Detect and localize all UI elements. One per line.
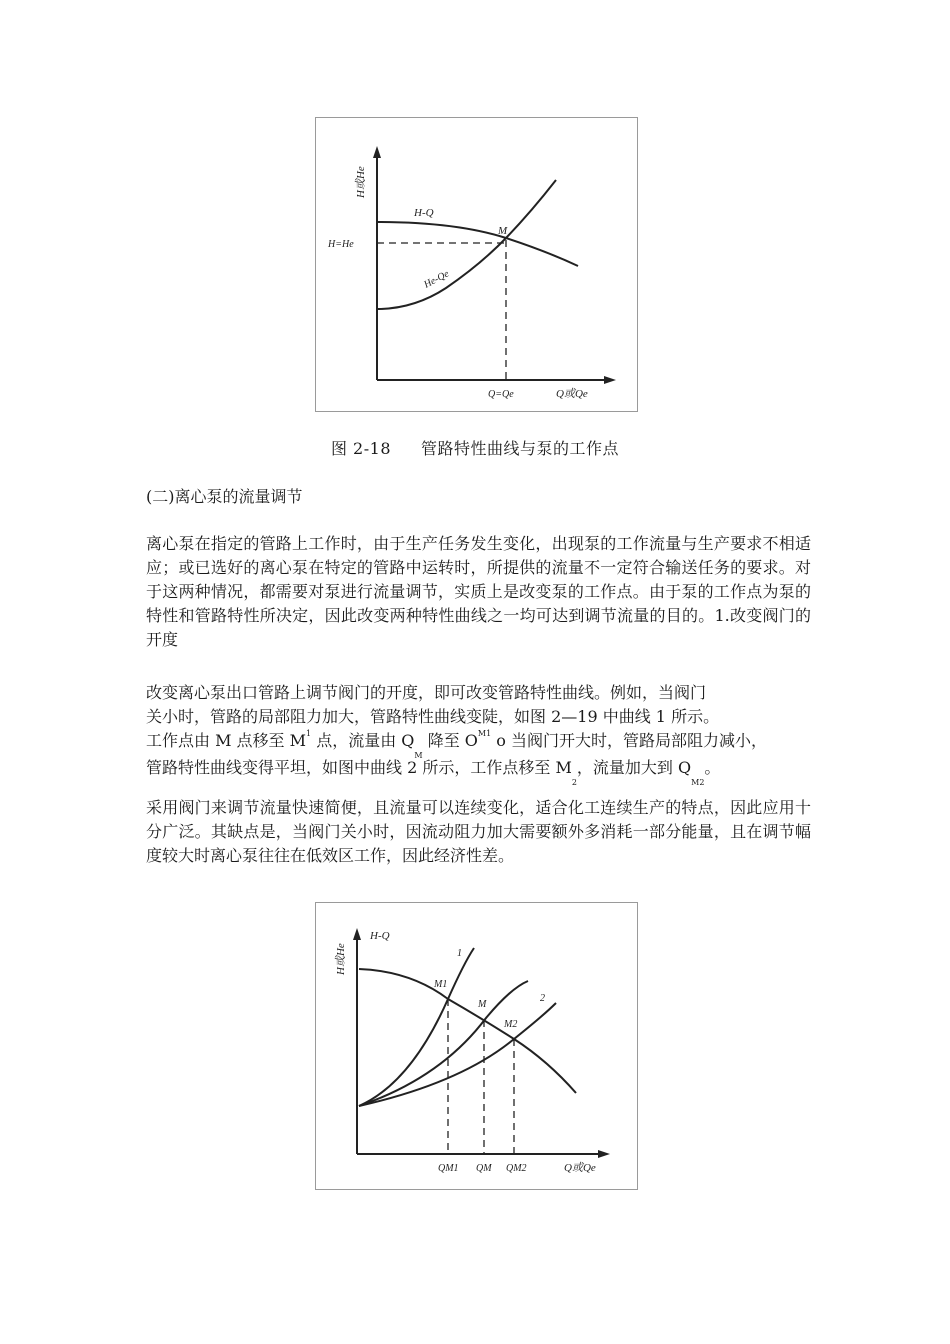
figure-title: 管路特性曲线与泵的工作点 — [421, 439, 620, 458]
qm-tick-label: QM — [476, 1163, 492, 1174]
he-qe-label: He-Qe — [422, 268, 451, 291]
paragraph-valve-line-3: 工作点由 M 点移至 $M^1$ 点，流量由 $Q_M$ 降至 $O^{M1}$ o 当阀门开大时，管路局部阻力减小， — [146, 729, 768, 760]
figure-2-18 — [315, 117, 638, 412]
paragraph-intro: 离心泵在指定的管路上工作时，由于生产任务发生变化，出现泵的工作流量与生产要求不相适应；或已选好的离心泵在特定的管路中运转时，所提供的流量不一定符合输送任务的要求。对于这两种情况，都需要对泵进行流量调节，实质上是改变泵的工作点。由于泵的工作点为泵的特性和管路特性所决定，因此改变两种特性曲线之一均可达到调节流量的目的。1.改变阀门的开度 — [146, 534, 811, 649]
paragraph-valve-line-2: 关小时，管路的局部阻力加大，管路特性曲线变陡，如图 2—19 中曲线 1 所示。 — [146, 707, 720, 726]
curve-2-label: 2 — [540, 993, 545, 1004]
paragraph-valve-line-4: 管路特性曲线变得平坦，如图中曲线 2 所示，工作点移至 $M_2$，流量加大到 $Q_{M2}$。 — [146, 758, 721, 787]
h-he-tick-label: H=He — [328, 239, 354, 250]
figure-number: 图 2-18 — [330, 439, 392, 458]
point-m1-label: M1 — [434, 979, 448, 990]
point-m2-label: M2 — [504, 1019, 518, 1030]
pipeline-curve-middle — [359, 981, 528, 1106]
curve-1-label: 1 — [457, 948, 462, 959]
paragraph-valve — [146, 681, 811, 787]
paragraph-valve-line-1: 改变离心泵出口管路上调节阀门的开度，即可改变管路特性曲线。例如，当阀门 — [146, 683, 707, 702]
y-axis-label: H或He — [355, 166, 367, 198]
point-m-label: M — [498, 225, 508, 237]
h-q-label: H-Q — [370, 930, 390, 942]
pipeline-curve-1 — [359, 948, 474, 1106]
h-q-label: H-Q — [414, 207, 434, 219]
x-axis-arrow — [598, 1150, 610, 1158]
paragraph-evaluation: 采用阀门来调节流量快速简便，且流量可以连续变化，适合化工连续生产的特点，因此应用十分广泛。其缺点是，当阀门关小时，因流动阻力加大需要额外多消耗一部分能量，且在调节幅度较大时离心泵往往在低效区工作，因此经济性差。 — [146, 798, 811, 865]
y-axis-arrow — [353, 928, 361, 940]
h-q-curve — [377, 222, 578, 266]
x-axis-arrow — [604, 376, 616, 384]
h-q-curve — [359, 969, 576, 1093]
x-axis-label: Q或Qe — [556, 388, 588, 400]
pipeline-curve-2 — [359, 1003, 556, 1106]
section-heading: (二)离心泵的流量调节 — [146, 487, 303, 506]
y-axis-label: H或He — [335, 943, 347, 975]
x-axis-label: Q或Qe — [564, 1162, 596, 1174]
qm1-tick-label: QM1 — [438, 1163, 459, 1174]
figure-caption — [0, 436, 950, 459]
figure-2-19 — [315, 902, 638, 1190]
figure-2-18-plot — [316, 118, 637, 411]
he-qe-curve — [377, 180, 556, 309]
q-qe-tick-label: Q=Qe — [488, 389, 514, 400]
figure-2-19-plot — [316, 903, 637, 1189]
qm2-tick-label: QM2 — [506, 1163, 527, 1174]
y-axis-arrow — [373, 146, 381, 158]
point-m-label: M — [478, 999, 487, 1010]
